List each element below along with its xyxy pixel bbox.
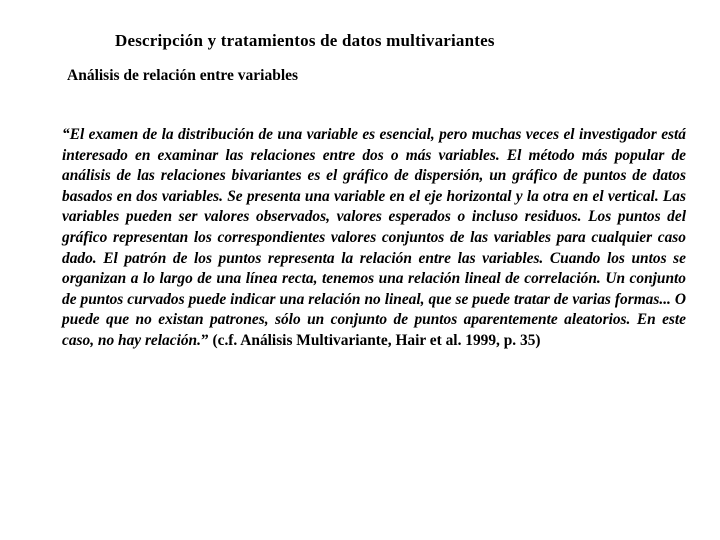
citation-text: ” (c.f. Análisis Multivariante, Hair et al. 1999, p. 35) [200, 331, 541, 349]
quote-text: “El examen de la distribución de una variable es esencial, pero muchas veces el investigador está interesado en examinar las relaciones entre dos o más variables. El método más popular de análisis de las relaciones bivariantes es el gráfico de dispersión, un gráfico de puntos de datos basados en dos variables. Se presenta una variable en el eje horizontal y la otra en el vertical. Las variables pueden ser valores observados, valores esperados o incluso residuos. Los puntos del gráfico representan los correspondientes valores conjuntos de las variables para cualquier caso dado. El patrón de los puntos representa la relación entre las variables. Cuando los untos se organizan a lo largo de una línea recta, tenemos una relación lineal de correlación. Un conjunto de puntos curvados puede indicar una relación no lineal, que se puede tratar de varias formas... O puede que no existan patrones, sólo un conjunto de puntos aparentemente aleatorios. En este caso, no hay relación. [62, 126, 686, 349]
slide-title: Descripción y tratamientos de datos multivariantes [115, 31, 495, 50]
quote-paragraph [62, 125, 686, 352]
slide-subtitle: Análisis de relación entre variables [67, 67, 299, 84]
